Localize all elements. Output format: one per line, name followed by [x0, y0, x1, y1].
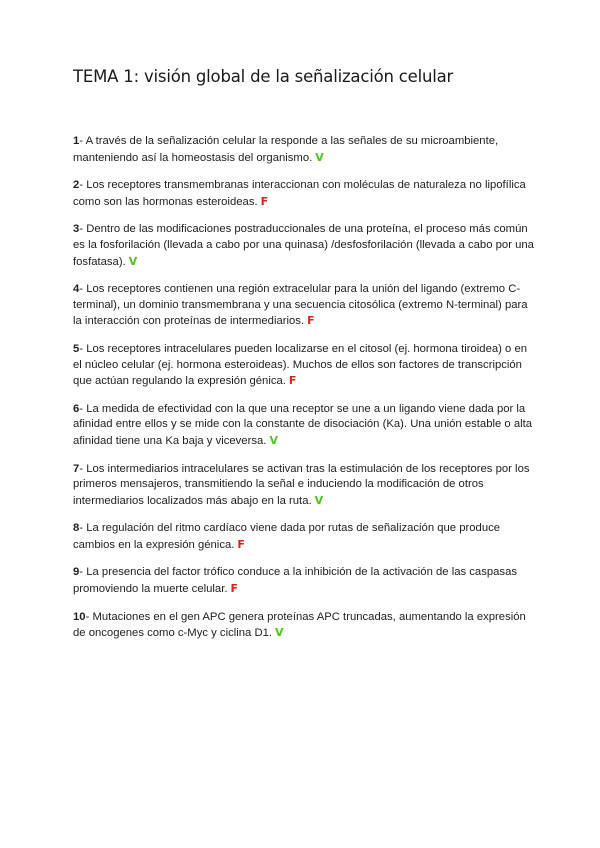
question-item — [73, 134, 535, 166]
question-item — [73, 610, 535, 642]
answer-true-mark: V — [128, 254, 138, 268]
question-number: 8 — [73, 522, 80, 535]
question-item — [73, 282, 535, 330]
answer-false-mark: F — [288, 374, 297, 388]
question-number: 9 — [73, 566, 80, 579]
question-separator: - — [79, 283, 87, 296]
question-separator: - — [79, 402, 87, 415]
answer-false-mark: F — [237, 537, 245, 551]
question-number: 10 — [73, 610, 86, 623]
question-item — [73, 342, 535, 390]
question-item — [73, 402, 535, 450]
question-number: 5 — [73, 342, 80, 355]
question-separator: - — [79, 522, 87, 535]
question-separator: - — [79, 135, 86, 147]
answer-false-mark: F — [307, 314, 315, 328]
answer-true-mark: V — [269, 433, 278, 447]
question-number: 3 — [73, 223, 80, 236]
question-text: La presencia del factor trófico conduce a la inhibición de la activación de las caspasas promoviendo la muerte celular. — [73, 566, 517, 596]
question-list — [73, 134, 535, 654]
question-text: La regulación del ritmo cardíaco viene dada por rutas de señalización que produce cambios en la expresión génica. — [73, 522, 501, 551]
question-text: Dentro de las modificaciones postraduccionales de una proteína, el proceso más común es la fosforilación (llevada a cabo por una quinasa) /desfosforilación (llevada a cabo por una fosfatasa). — [73, 223, 534, 268]
question-item — [73, 178, 535, 210]
question-number: 7 — [73, 462, 80, 475]
answer-true-mark: V — [314, 493, 324, 507]
question-separator: - — [79, 223, 87, 236]
question-text: Los receptores contienen una región extracelular para la unión del ligando (extremo C-terminal), un dominio transmembrana y una secuencia citosólica (extremo N-terminal) para la interacción con proteínas de intermediarios. — [73, 283, 528, 328]
question-number: 4 — [73, 283, 80, 296]
question-separator: - — [85, 610, 93, 623]
question-number: 2 — [73, 179, 80, 192]
question-number: 1 — [73, 135, 80, 147]
question-item — [73, 521, 535, 553]
question-text: A través de la señalización celular la responde a las señales de su microambiente, manteniendo así la homeostasis del organismo. — [73, 135, 499, 164]
question-separator: - — [79, 179, 87, 192]
question-separator: - — [79, 462, 87, 475]
question-text: Los receptores intracelulares pueden localizarse en el citosol (ej. hormona tiroidea) o en el núcleo celular (ej. hormona esteroideas). Muchos de ellos son factores de transcripción que actúan regulando la expresión génica. — [73, 342, 528, 388]
question-separator: - — [79, 566, 87, 579]
answer-false-mark: F — [260, 194, 269, 208]
question-separator: - — [79, 342, 87, 355]
question-text: Los receptores transmembranas interaccionan con moléculas de naturaleza no lipofílica como son las hormonas esteroideas. — [73, 179, 526, 208]
answer-false-mark: F — [230, 582, 238, 596]
answer-true-mark: V — [275, 626, 284, 640]
question-number: 6 — [73, 402, 80, 415]
question-text: Mutaciones en el gen APC genera proteínas APC truncadas, aumentando la expresión de oncogenes como c-Myc y ciclina D1. — [73, 610, 526, 640]
answer-true-mark: V — [315, 150, 324, 164]
question-item — [73, 222, 535, 270]
question-item — [73, 462, 535, 510]
question-text: La medida de efectividad con la que una receptor se une a un ligando viene dada por la afinidad entre ellos y se mide con la constante de disociación (Ka). Una unión estable o alta afinidad tiene una Ka baja y viceversa. — [73, 402, 533, 447]
question-text: Los intermediarios intracelulares se activan tras la estimulación de los receptores por los primeros mensajeros, transmitiendo la señal e induciendo la modificación de otros intermediarios localizados más abajo en la ruta. — [73, 462, 530, 507]
page-title: TEMA 1: visión global de la señalización celular — [73, 67, 454, 86]
question-item — [73, 565, 535, 597]
